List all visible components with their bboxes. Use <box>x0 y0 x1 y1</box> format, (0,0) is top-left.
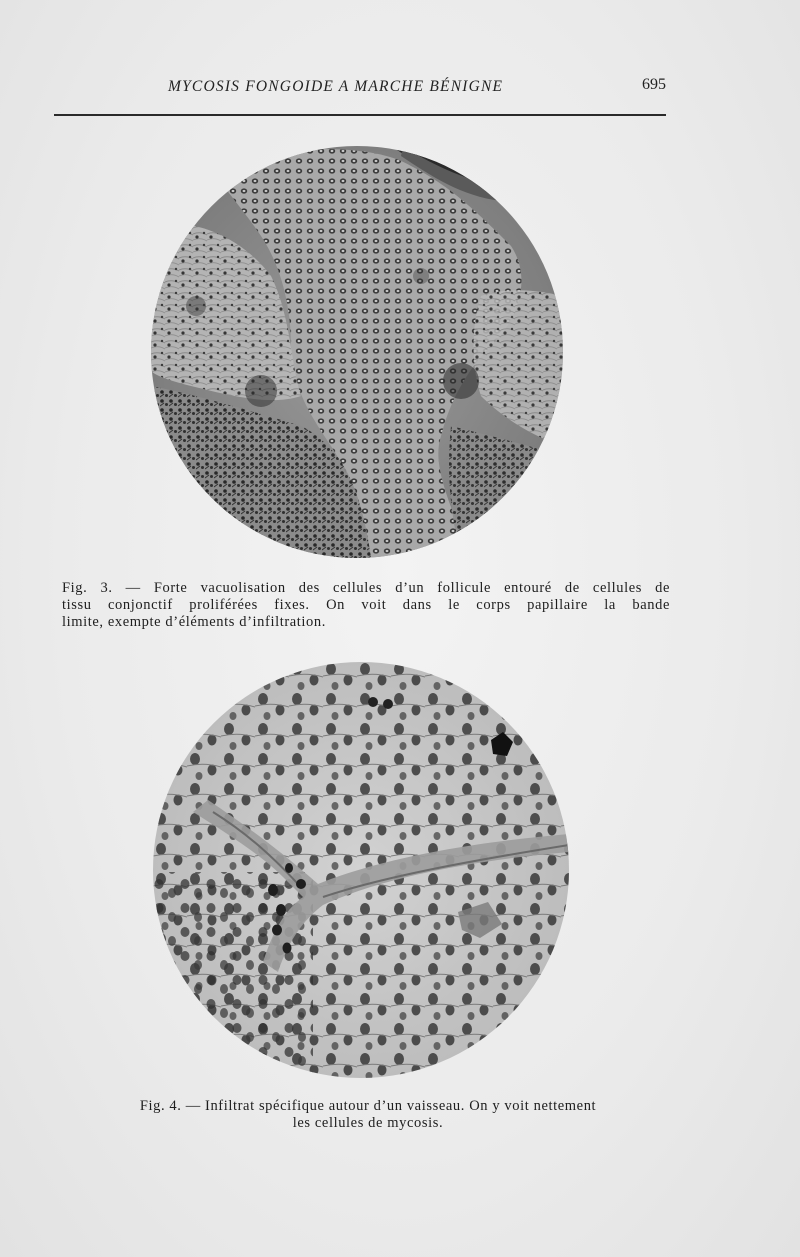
figure-4-caption <box>88 1098 648 1132</box>
running-title: MYCOSIS FONGOIDE A MARCHE BÉNIGNE <box>168 78 504 95</box>
page-number: 695 <box>642 76 666 93</box>
caption-line: Fig. 3. — Forte vacuolisation des cellules d’un follicule entouré de cellules de <box>62 580 670 596</box>
caption-line: les cellules de mycosis. <box>292 1115 444 1131</box>
caption-line: Fig. 4. — Infiltrat spécifique autour d’un vaisseau. On y voit nettement <box>139 1098 597 1114</box>
caption-line: limite, exempte d’éléments d’infiltration. <box>62 614 326 630</box>
caption-line: tissu conjonctif proliférées fixes. On voit dans le corps papillaire la bande <box>62 597 670 613</box>
figure-3-caption <box>62 580 670 631</box>
figure-3-image <box>151 146 563 558</box>
figure-4-image <box>153 662 569 1078</box>
figure-4-micrograph <box>153 662 569 1078</box>
figure-3-micrograph <box>151 146 563 558</box>
header-rule <box>54 114 666 116</box>
